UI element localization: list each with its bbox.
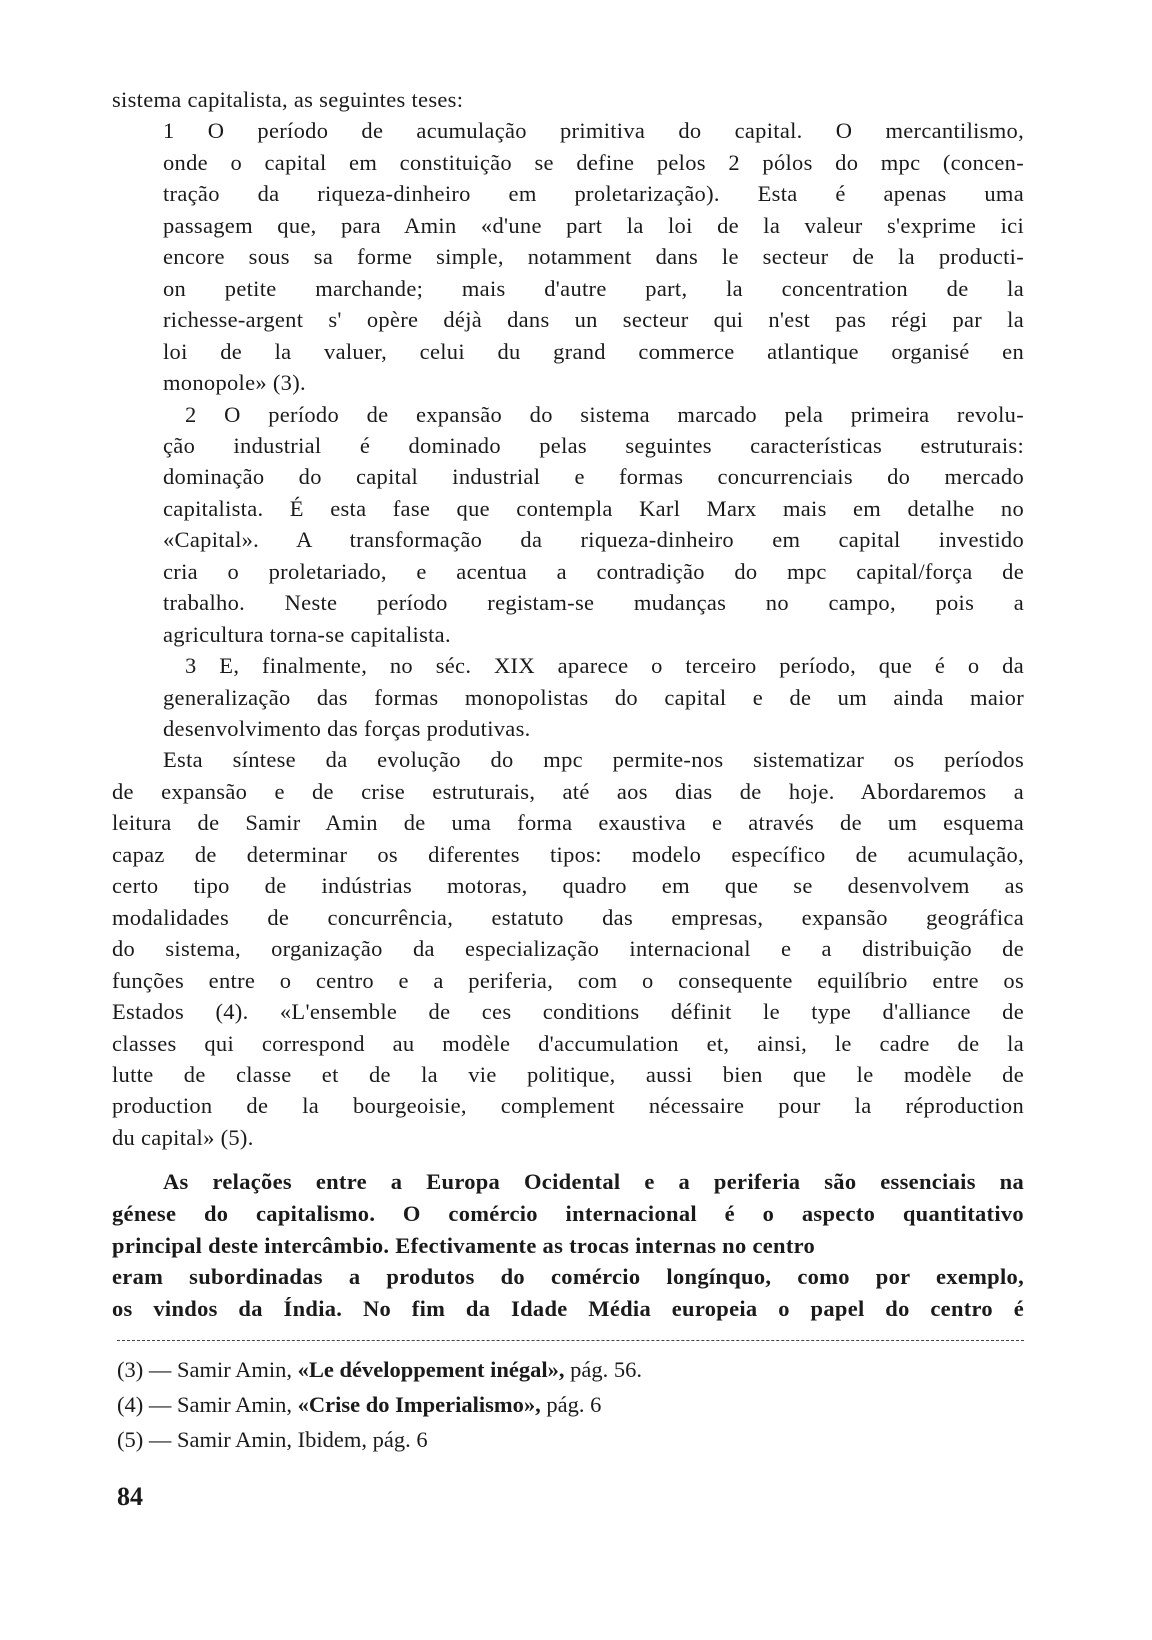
- text-line: capitalista. É esta fase que contempla Karl Marx mais em detalhe no: [163, 495, 1024, 521]
- text-line: leitura de Samir Amin de uma forma exaustiva e através de um esquema: [112, 810, 1024, 836]
- text-line: certo tipo de indústrias motoras, quadro em que se desenvolvem as: [112, 873, 1024, 899]
- text-line: trabalho. Neste período registam-se mudanças no campo, pois a: [163, 590, 1024, 616]
- footnote: [117, 1356, 642, 1384]
- text-line: «Capital». A transformação da riqueza-dinheiro em capital investido: [163, 527, 1024, 553]
- text-line: principal deste intercâmbio. Efectivamente as trocas internas no centro: [112, 1232, 816, 1258]
- text-line: on petite marchande; mais d'autre part, la concentration de la: [163, 275, 1024, 301]
- text-line: lutte de classe et de la vie politique, aussi bien que le modèle de: [112, 1061, 1024, 1087]
- text-line: desenvolvimento das forças produtivas.: [163, 716, 531, 741]
- text-line: richesse-argent s' opère déjà dans un secteur qui n'est pas régi par la: [163, 307, 1024, 333]
- footnote-author: Samir Amin,: [177, 1357, 293, 1382]
- text-line: production de la bourgeoisie, complement nécessaire pour la réproduction: [112, 1093, 1024, 1119]
- text-line: génese do capitalismo. O comércio internacional é o aspecto quantitativo: [112, 1200, 1024, 1226]
- footnote-author: Samir Amin,: [177, 1392, 293, 1417]
- text-line: modalidades de concurrência, estatuto das empresas, expansão geográfica: [112, 904, 1024, 930]
- text-line: classes qui correspond au modèle d'accumulation et, ainsi, le cadre de la: [112, 1030, 1024, 1056]
- text-line: 3 E, finalmente, no séc. XIX aparece o terceiro período, que é o da: [185, 653, 1024, 679]
- text-line: eram subordinadas a produtos do comércio longínquo, como por exemplo,: [112, 1264, 1024, 1290]
- text-line: os vindos da Índia. No fim da Idade Média europeia o papel do centro é: [112, 1296, 1024, 1322]
- text-line: dominação do capital industrial e formas concurrenciais do mercado: [163, 464, 1024, 490]
- footnote-divider: [117, 1340, 1024, 1341]
- text-line: sistema capitalista, as seguintes teses:: [112, 87, 464, 112]
- text-line: monopole» (3).: [163, 370, 306, 396]
- text-line: 2 O período de expansão do sistema marcado pela primeira revolu-: [185, 401, 1024, 427]
- footnote: [117, 1426, 428, 1454]
- footnote-title: «Crise do Imperialismo»,: [297, 1392, 541, 1417]
- footnote-title: «Le développement inégal»,: [297, 1357, 565, 1382]
- text-line: du capital» (5).: [112, 1124, 254, 1150]
- footnote-author: Samir Amin, Ibidem,: [177, 1427, 367, 1452]
- text-line: tração da riqueza-dinheiro em proletarização). Esta é apenas uma: [163, 181, 1024, 207]
- text-line: onde o capital em constituição se define pelos 2 pólos do mpc (concen-: [163, 149, 1024, 175]
- text-line: ção industrial é dominado pelas seguintes características estruturais:: [163, 432, 1024, 458]
- footnote-page: pág. 6: [546, 1392, 602, 1417]
- text-line: funções entre o centro e a periferia, com o consequente equilíbrio entre os: [112, 967, 1024, 993]
- text-line: do sistema, organização da especialização internacional e a distribuição de: [112, 936, 1024, 962]
- text-line: Esta síntese da evolução do mpc permite-nos sistematizar os períodos: [163, 747, 1024, 773]
- text-line: passagem que, para Amin «d'une part la loi de la valeur s'exprime ici: [163, 212, 1024, 238]
- text-line: cria o proletariado, e acentua a contradição do mpc capital/força de: [163, 558, 1024, 584]
- text-line: loi de la valuer, celui du grand commerce atlantique organisé en: [163, 338, 1024, 364]
- text-line: As relações entre a Europa Ocidental e a periferia são essenciais na: [163, 1169, 1024, 1194]
- footnote-page: pág. 6: [372, 1427, 428, 1452]
- footnote-number: (5) —: [117, 1427, 172, 1452]
- text-line: encore sous sa forme simple, notamment dans le secteur de la producti-: [163, 244, 1024, 270]
- footnote-number: (3) —: [117, 1357, 172, 1382]
- footnote-page: pág. 56.: [570, 1357, 642, 1382]
- text-line: agricultura torna-se capitalista.: [163, 621, 451, 647]
- footnote-number: (4) —: [117, 1392, 172, 1417]
- text-line: 1 O período de acumulação primitiva do capital. O mercantilismo,: [163, 118, 1024, 144]
- text-line: capaz de determinar os diferentes tipos: modelo específico de acumulação,: [112, 841, 1024, 867]
- page-number: 84: [117, 1482, 143, 1511]
- footnote: [117, 1391, 601, 1419]
- text-line: generalização das formas monopolistas do capital e de um ainda maior: [163, 684, 1024, 710]
- text-line: Estados (4). «L'ensemble de ces conditions définit le type d'alliance de: [112, 999, 1024, 1025]
- text-line: de expansão e de crise estruturais, até aos dias de hoje. Abordaremos a: [112, 778, 1024, 804]
